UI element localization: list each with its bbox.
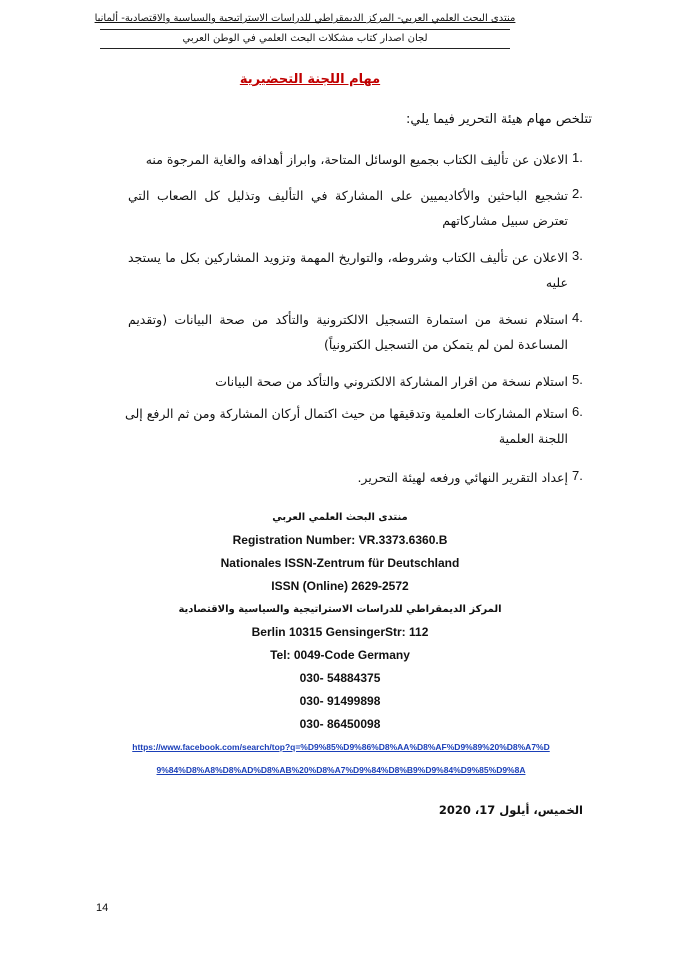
org-name-arabic: منتدى البحث العلمي العربي — [272, 512, 408, 523]
list-item-text: الاعلان عن تأليف الكتاب وشروطه، والتواريخ المهمة وتزويد المشاركين بكل ما يستجد — [128, 250, 568, 265]
header-divider-2 — [100, 48, 510, 49]
intro-text: تتلخص مهام هيئة التحرير فيما يلي: — [405, 112, 592, 127]
phone-number: 030- 86450098 — [299, 717, 381, 731]
list-item-text: إعداد التقرير النهائي ورفعه لهيئة التحرير. — [357, 470, 568, 485]
issn-online: ISSN (Online) 2629-2572 — [271, 579, 409, 593]
phone-number: 030- 54884375 — [299, 671, 381, 685]
issn-center: Nationales ISSN-Zentrum für Deutschland — [220, 556, 460, 570]
list-item-text-continued: تعترض سبيل مشاركاتهم — [442, 213, 568, 228]
date-line: الخميس، أيلول 17، 2020 — [438, 803, 583, 817]
registration-number: Registration Number: VR.3373.6360.B — [232, 533, 448, 547]
list-item-text: الاعلان عن تأليف الكتاب بجميع الوسائل المتاحة، وابراز أهدافه والغاية المرجوة منه — [145, 152, 568, 167]
phone-number: 030- 91499898 — [299, 694, 381, 708]
list-item-text-continued: المساعدة لمن لم يتمكن من التسجيل الكترونياً) — [323, 337, 568, 352]
address: Berlin 10315 GensingerStr: 112 — [251, 625, 429, 639]
contact-block — [130, 506, 550, 736]
header-line-2: لجان اصدار كتاب مشكلات البحث العلمي في الوطن العربي — [182, 33, 428, 44]
list-item-number: 3. — [572, 248, 583, 263]
list-item-text: استلام المشاركات العلمية وتدقيقها من حيث اكتمال أركان المشاركة ومن ثم الرفع إلى — [125, 406, 568, 421]
list-item-number: 6. — [572, 404, 583, 419]
list-item-number: 4. — [572, 310, 583, 325]
list-item — [128, 310, 583, 355]
list-item — [128, 186, 583, 231]
facebook-link-continued[interactable]: 9%84%D8%A8%D8%AD%D8%AB%20%D8%A7%D9%84%D8%B9%D9%84%D9%85%D9%8A — [156, 765, 526, 775]
list-item-number: 1. — [572, 150, 583, 165]
header-divider-1 — [100, 29, 510, 30]
list-item — [128, 372, 583, 392]
list-item-number: 2. — [572, 186, 583, 201]
list-item-number: 7. — [572, 468, 583, 483]
list-item-number: 5. — [572, 372, 583, 387]
list-item — [125, 404, 583, 449]
list-item — [128, 150, 583, 170]
list-item-text-continued: عليه — [545, 275, 568, 290]
center-name-arabic: المركز الديمقراطي للدراسات الاستراتيجية والسياسية والاقتصادية — [178, 604, 502, 615]
header-line-1: منتدى البحث العلمي العربي- المركز الديمقراطي للدراسات الاستراتيجية والسياسية والاقتصادية- ألمانيا — [94, 13, 516, 24]
page-title: مهام اللجنة التحضيرية — [239, 72, 381, 87]
list-item-text: استلام نسخة من استمارة التسجيل الالكترونية والتأكد من صحة البيانات (وتقديم — [128, 312, 568, 327]
facebook-link[interactable]: https://www.facebook.com/search/top?q=%D9%85%D9%86%D8%AA%D8%AF%D9%89%20%D8%A7%D — [132, 742, 550, 752]
telephone-label: Tel: 0049-Code Germany — [270, 648, 410, 662]
list-item-text: تشجيع الباحثين والأكاديميين على المشاركة في التأليف وتذليل كل الصعاب التي — [128, 188, 568, 203]
list-item — [128, 248, 583, 293]
page-number: 14 — [96, 902, 109, 914]
list-item-text: استلام نسخة من اقرار المشاركة الالكتروني والتأكد من صحة البيانات — [215, 374, 568, 389]
list-item — [128, 468, 583, 488]
list-item-text-continued: اللجنة العلمية — [498, 431, 568, 446]
